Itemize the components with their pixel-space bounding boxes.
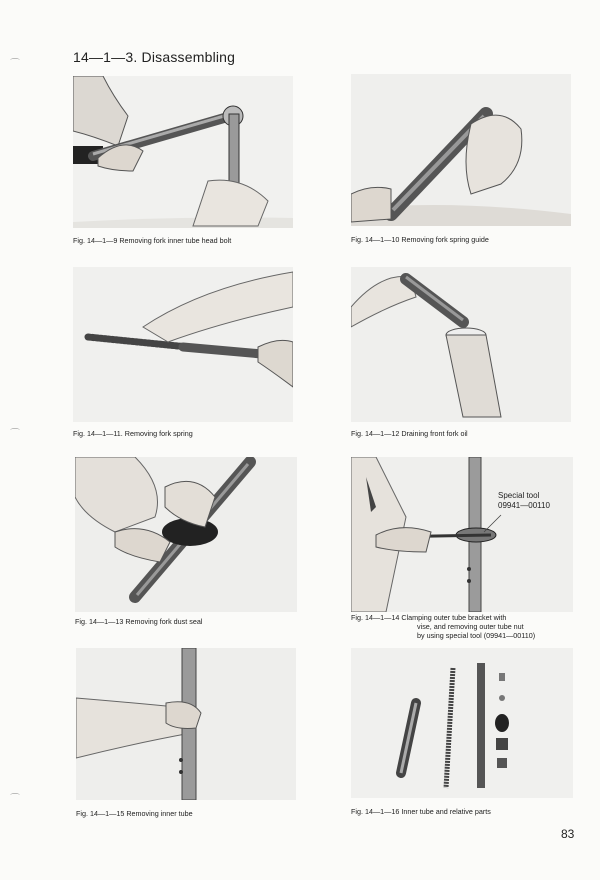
caption-fig-14-1-14 (351, 613, 576, 640)
photo-fig-14-1-16 (351, 648, 573, 798)
caption-fig-14-1-12: Fig. 14—1—12 Draining front fork oil (351, 429, 468, 438)
section-title: 14—1—3. Disassembling (73, 49, 236, 65)
special-tool-callout (498, 491, 550, 511)
caption-fig-14-1-15: Fig. 14—1—15 Removing inner tube (76, 809, 193, 818)
callout-tool-number: 09941—00110 (498, 501, 550, 510)
binding-mark: ⌒ (10, 429, 20, 440)
callout-label: Special tool (498, 491, 540, 500)
caption-line: vise, and removing outer tube nut (417, 622, 524, 631)
photo-fig-14-1-13 (75, 457, 297, 612)
photo-fig-14-1-10 (351, 74, 571, 226)
caption-line: by using special tool (09941—00110) (417, 631, 536, 640)
photo-fig-14-1-9 (73, 76, 293, 228)
caption-fig-14-1-9: Fig. 14—1—9 Removing fork inner tube head bolt (73, 236, 232, 245)
photo-fig-14-1-14 (351, 457, 573, 612)
caption-fig-14-1-10: Fig. 14—1—10 Removing fork spring guide (351, 235, 489, 244)
caption-line: Fig. 14—1—14 Clamping outer tube bracket with (351, 613, 507, 622)
binding-mark: ⌒ (10, 59, 20, 70)
photo-fig-14-1-11 (73, 267, 293, 422)
photo-fig-14-1-12 (351, 267, 571, 422)
caption-fig-14-1-16: Fig. 14—1—16 Inner tube and relative parts (351, 807, 491, 816)
caption-fig-14-1-13: Fig. 14—1—13 Removing fork dust seal (75, 617, 203, 626)
caption-fig-14-1-11: Fig. 14—1—11. Removing fork spring (73, 429, 193, 438)
page-number: 83 (561, 827, 575, 841)
binding-mark: ⌒ (10, 794, 20, 805)
photo-fig-14-1-15 (76, 648, 296, 800)
